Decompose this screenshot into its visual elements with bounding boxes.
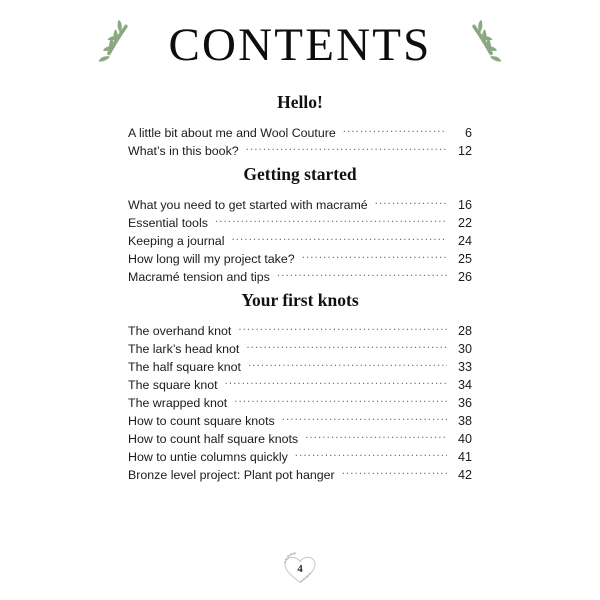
toc-entry-page-number: 26: [457, 269, 472, 284]
dot-leader: [277, 263, 447, 281]
section-heading: Your first knots: [241, 289, 359, 310]
page-title: CONTENTS: [168, 18, 432, 71]
toc-entry-page-number: 25: [457, 251, 472, 266]
dot-leader: [225, 371, 447, 389]
toc-entry-title: How long will my project take?: [128, 251, 295, 266]
toc-entry-page-number: 12: [457, 143, 472, 158]
toc-entry-page-number: 40: [457, 431, 472, 446]
table-of-contents: [128, 92, 472, 482]
toc-section: [128, 163, 472, 284]
toc-entry-title: The lark’s head knot: [128, 341, 240, 356]
page-footer: [0, 548, 600, 588]
toc-entry-page-number: 36: [457, 395, 472, 410]
toc-entry-title: The square knot: [128, 377, 218, 392]
toc-entry-page-number: 6: [464, 125, 472, 140]
toc-entry-page-number: 22: [457, 215, 472, 230]
dot-leader: [343, 119, 447, 137]
dot-leader: [302, 245, 447, 263]
dot-leader: [215, 209, 447, 227]
dot-leader: [295, 443, 447, 461]
toc-entry-page-number: 24: [457, 233, 472, 248]
section-heading: Hello!: [277, 92, 323, 112]
toc-entry-title: Macramé tension and tips: [128, 269, 270, 284]
dot-leader: [282, 407, 447, 425]
toc-entry-page-number: 34: [457, 377, 472, 392]
toc-entry-title: The wrapped knot: [128, 395, 228, 410]
toc-entry[interactable]: [128, 119, 472, 140]
toc-entry-title: What you need to get started with macramé: [128, 197, 368, 212]
toc-entry-title: How to count half square knots: [128, 431, 299, 446]
leaf-sprig-icon: [462, 19, 506, 71]
dot-leader: [246, 137, 447, 155]
folio: [278, 548, 322, 588]
toc-entry-title: Bronze level project: Plant pot hanger: [128, 467, 335, 482]
dot-leader: [231, 227, 447, 245]
dot-leader: [238, 317, 447, 335]
toc-entry[interactable]: [128, 191, 472, 212]
toc-entry-page-number: 33: [457, 359, 472, 374]
toc-section: [128, 92, 472, 158]
toc-entry-page-number: 38: [457, 413, 472, 428]
toc-entry-title: The half square knot: [128, 359, 241, 374]
toc-entry-page-number: 16: [457, 197, 472, 212]
page-number: 4: [297, 562, 303, 575]
section-heading: Getting started: [243, 163, 357, 184]
toc-entry-title: What’s in this book?: [128, 143, 239, 158]
toc-entry[interactable]: [128, 317, 472, 338]
toc-entry-title: How to count square knots: [128, 413, 275, 428]
toc-entry-title: Keeping a journal: [128, 233, 225, 248]
toc-entry-page-number: 41: [457, 449, 472, 464]
toc-entry-title: How to untie columns quickly: [128, 449, 288, 464]
toc-section: [128, 289, 472, 482]
toc-entry-page-number: 28: [457, 323, 472, 338]
toc-entry-title: The overhand knot: [128, 323, 232, 338]
dot-leader: [246, 335, 447, 353]
leaf-sprig-icon: [94, 19, 138, 71]
dot-leader: [305, 425, 447, 443]
toc-entry-page-number: 42: [457, 467, 472, 482]
page-header: [0, 14, 600, 76]
dot-leader: [234, 389, 447, 407]
dot-leader: [248, 353, 447, 371]
toc-entry-title: Essential tools: [128, 215, 208, 230]
toc-entry-page-number: 30: [457, 341, 472, 356]
toc-entry-title: A little bit about me and Wool Couture: [128, 125, 336, 140]
dot-leader: [342, 461, 447, 479]
dot-leader: [375, 191, 447, 209]
